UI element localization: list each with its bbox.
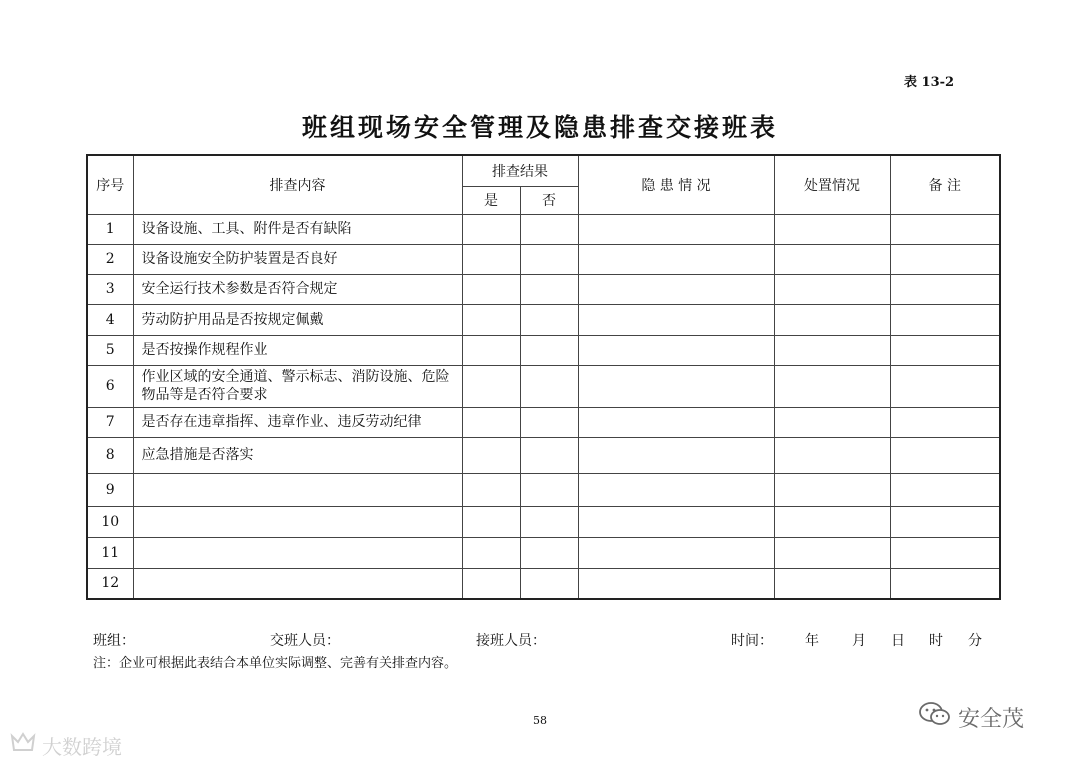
cell-handling[interactable] <box>774 274 890 304</box>
row-number: 7 <box>87 407 133 437</box>
header-remark: 备 注 <box>890 155 1000 214</box>
cell-remark[interactable] <box>890 437 1000 473</box>
minute-label: 分 <box>968 633 982 649</box>
row-number: 2 <box>87 244 133 274</box>
cell-remark[interactable] <box>890 568 1000 599</box>
cell-yes[interactable] <box>462 506 520 537</box>
cell-no[interactable] <box>520 473 578 506</box>
row-number: 12 <box>87 568 133 599</box>
row-content <box>133 506 462 537</box>
row-content: 应急措施是否落实 <box>133 437 462 473</box>
row-content: 设备设施安全防护装置是否良好 <box>133 244 462 274</box>
cell-handling[interactable] <box>774 473 890 506</box>
team-label: 班组： <box>93 633 135 649</box>
row-content: 劳动防护用品是否按规定佩戴 <box>133 304 462 335</box>
logo-icon <box>10 732 36 759</box>
cell-no[interactable] <box>520 365 578 407</box>
cell-no[interactable] <box>520 537 578 568</box>
cell-handling[interactable] <box>774 365 890 407</box>
row-content: 安全运行技术参数是否符合规定 <box>133 274 462 304</box>
cell-no[interactable] <box>520 214 578 244</box>
header-no: 否 <box>520 186 578 214</box>
cell-hazard[interactable] <box>578 365 774 407</box>
table-row <box>87 537 1000 568</box>
cell-hazard[interactable] <box>578 274 774 304</box>
row-content: 作业区域的安全通道、警示标志、消防设施、危险物品等是否符合要求 <box>133 365 462 407</box>
row-number: 5 <box>87 335 133 365</box>
cell-no[interactable] <box>520 506 578 537</box>
handover-person-label: 交班人员： <box>270 633 340 649</box>
page-number: 58 <box>533 714 547 727</box>
row-number: 6 <box>87 365 133 407</box>
header-seq: 序号 <box>87 155 133 214</box>
cell-handling[interactable] <box>774 244 890 274</box>
cell-hazard[interactable] <box>578 407 774 437</box>
table-row <box>87 407 1000 437</box>
cell-hazard[interactable] <box>578 537 774 568</box>
cell-handling[interactable] <box>774 568 890 599</box>
row-content: 是否按操作规程作业 <box>133 335 462 365</box>
row-content <box>133 473 462 506</box>
cell-remark[interactable] <box>890 304 1000 335</box>
cell-no[interactable] <box>520 407 578 437</box>
table-row <box>87 473 1000 506</box>
row-content: 设备设施、工具、附件是否有缺陷 <box>133 214 462 244</box>
cell-remark[interactable] <box>890 473 1000 506</box>
cell-hazard[interactable] <box>578 304 774 335</box>
cell-remark[interactable] <box>890 537 1000 568</box>
table-row <box>87 437 1000 473</box>
cell-no[interactable] <box>520 304 578 335</box>
table-row <box>87 214 1000 244</box>
cell-handling[interactable] <box>774 304 890 335</box>
watermark-left <box>10 731 122 760</box>
cell-hazard[interactable] <box>578 335 774 365</box>
row-number: 8 <box>87 437 133 473</box>
footnote: 注：企业可根据此表结合本单位实际调整、完善有关排查内容。 <box>93 656 458 671</box>
table-row <box>87 244 1000 274</box>
wechat-icon <box>918 700 952 734</box>
row-number: 4 <box>87 304 133 335</box>
header-yes: 是 <box>462 186 520 214</box>
cell-handling[interactable] <box>774 214 890 244</box>
header-result: 排查结果 <box>462 155 578 186</box>
takeover-person-label: 接班人员： <box>476 633 546 649</box>
cell-yes[interactable] <box>462 335 520 365</box>
cell-handling[interactable] <box>774 335 890 365</box>
table-row <box>87 274 1000 304</box>
day-label: 日 <box>891 633 905 649</box>
table-row <box>87 365 1000 407</box>
cell-no[interactable] <box>520 568 578 599</box>
cell-yes[interactable] <box>462 568 520 599</box>
cell-handling[interactable] <box>774 506 890 537</box>
cell-remark[interactable] <box>890 407 1000 437</box>
watermark-right <box>918 700 1024 734</box>
cell-yes[interactable] <box>462 304 520 335</box>
cell-yes[interactable] <box>462 437 520 473</box>
time-label: 时间： <box>731 633 773 649</box>
cell-hazard[interactable] <box>578 473 774 506</box>
table-row <box>87 506 1000 537</box>
cell-no[interactable] <box>520 335 578 365</box>
cell-no[interactable] <box>520 437 578 473</box>
cell-hazard[interactable] <box>578 244 774 274</box>
cell-remark[interactable] <box>890 244 1000 274</box>
cell-handling[interactable] <box>774 537 890 568</box>
cell-yes[interactable] <box>462 214 520 244</box>
cell-remark[interactable] <box>890 274 1000 304</box>
row-number: 10 <box>87 506 133 537</box>
cell-hazard[interactable] <box>578 506 774 537</box>
table-row <box>87 335 1000 365</box>
row-number: 1 <box>87 214 133 244</box>
page-title: 班组现场安全管理及隐患排查交接班表 <box>301 113 778 142</box>
cell-hazard[interactable] <box>578 568 774 599</box>
cell-yes[interactable] <box>462 274 520 304</box>
cell-no[interactable] <box>520 274 578 304</box>
header-content: 排查内容 <box>133 155 462 214</box>
inspection-table <box>86 154 1001 600</box>
table-row <box>87 304 1000 335</box>
cell-remark[interactable] <box>890 506 1000 537</box>
cell-remark[interactable] <box>890 214 1000 244</box>
cell-handling[interactable] <box>774 407 890 437</box>
header-handling: 处置情况 <box>774 155 890 214</box>
table-row <box>87 568 1000 599</box>
row-number: 9 <box>87 473 133 506</box>
watermark-right-text: 安全茂 <box>958 706 1025 732</box>
row-content: 是否存在违章指挥、违章作业、违反劳动纪律 <box>133 407 462 437</box>
cell-no[interactable] <box>520 244 578 274</box>
row-number: 11 <box>87 537 133 568</box>
watermark-left-text: 大数跨境 <box>42 735 122 759</box>
cell-yes[interactable] <box>462 537 520 568</box>
cell-hazard[interactable] <box>578 214 774 244</box>
cell-handling[interactable] <box>774 437 890 473</box>
cell-yes[interactable] <box>462 407 520 437</box>
month-label: 月 <box>852 633 866 649</box>
cell-yes[interactable] <box>462 365 520 407</box>
signature-line <box>0 630 1080 650</box>
row-content <box>133 568 462 599</box>
cell-remark[interactable] <box>890 365 1000 407</box>
row-content <box>133 537 462 568</box>
row-number: 3 <box>87 274 133 304</box>
cell-yes[interactable] <box>462 244 520 274</box>
hour-label: 时 <box>929 633 943 649</box>
table-number: 表 13-2 <box>904 75 955 90</box>
header-hazard: 隐 患 情 况 <box>578 155 774 214</box>
year-label: 年 <box>805 633 819 649</box>
cell-remark[interactable] <box>890 335 1000 365</box>
cell-hazard[interactable] <box>578 437 774 473</box>
cell-yes[interactable] <box>462 473 520 506</box>
